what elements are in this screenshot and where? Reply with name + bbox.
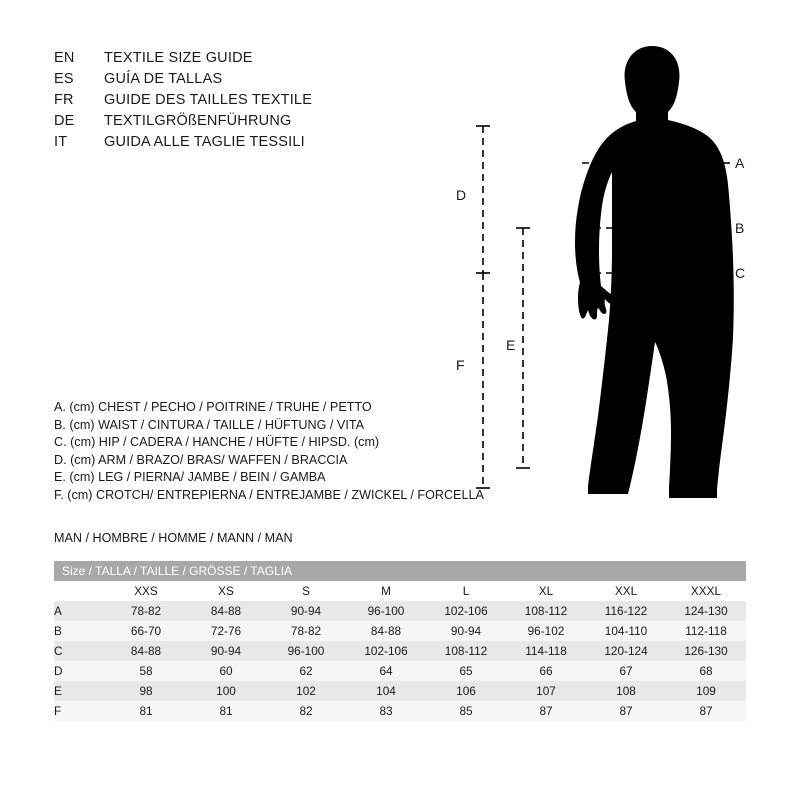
cell-e-s: 102 bbox=[266, 681, 346, 701]
title-text-en: TEXTILE SIZE GUIDE bbox=[104, 50, 253, 66]
cell-c-xxxl: 126-130 bbox=[666, 641, 746, 661]
cell-a-s: 90-94 bbox=[266, 601, 346, 621]
column-s: S bbox=[266, 581, 346, 601]
cell-e-xs: 100 bbox=[186, 681, 266, 701]
cell-e-xxs: 98 bbox=[106, 681, 186, 701]
column-xl: XL bbox=[506, 581, 586, 601]
size-table bbox=[54, 561, 746, 721]
cell-f-s: 82 bbox=[266, 701, 346, 721]
body-diagram bbox=[430, 20, 790, 540]
cell-f-xxxl: 87 bbox=[666, 701, 746, 721]
cell-f-xxl: 87 bbox=[586, 701, 666, 721]
table-row bbox=[54, 681, 746, 701]
cell-b-m: 84-88 bbox=[346, 621, 426, 641]
title-row-de bbox=[54, 113, 474, 134]
row-label-f: F bbox=[54, 701, 106, 721]
title-text-fr: GUIDE DES TAILLES TEXTILE bbox=[104, 92, 313, 108]
cell-f-xs: 81 bbox=[186, 701, 266, 721]
gender-label: MAN / HOMBRE / HOMME / MANN / MAN bbox=[54, 531, 293, 545]
table-header-row bbox=[54, 561, 746, 581]
title-text-it: GUIDA ALLE TAGLIE TESSILI bbox=[104, 134, 305, 150]
title-row-en bbox=[54, 50, 474, 71]
table-row bbox=[54, 641, 746, 661]
title-lang-en: EN bbox=[54, 50, 75, 66]
title-text-de: TEXTILGRÖßENFÜHRUNG bbox=[104, 113, 292, 129]
label-f: F bbox=[456, 357, 465, 373]
guide-line-d bbox=[476, 126, 490, 273]
cell-b-xs: 72-76 bbox=[186, 621, 266, 641]
cell-a-m: 96-100 bbox=[346, 601, 426, 621]
cell-a-xl: 108-112 bbox=[506, 601, 586, 621]
title-lang-es: ES bbox=[54, 71, 74, 87]
cell-c-m: 102-106 bbox=[346, 641, 426, 661]
cell-d-xs: 60 bbox=[186, 661, 266, 681]
cell-b-xl: 96-102 bbox=[506, 621, 586, 641]
row-label-d: D bbox=[54, 661, 106, 681]
label-c: C bbox=[735, 265, 746, 281]
cell-d-l: 65 bbox=[426, 661, 506, 681]
table-column-row bbox=[54, 581, 746, 601]
title-block bbox=[54, 50, 474, 155]
title-text-es: GUÍA DE TALLAS bbox=[104, 71, 223, 87]
table-row bbox=[54, 621, 746, 641]
column-xs: XS bbox=[186, 581, 266, 601]
title-row-fr bbox=[54, 92, 474, 113]
legend-item-d: D. (cm) ARM / BRAZO/ BRAS/ WAFFEN / BRACCIA bbox=[54, 452, 348, 467]
legend-item-c: C. (cm) HIP / CADERA / HANCHE / HÜFTE / HIPSD. (cm) bbox=[54, 435, 380, 449]
cell-d-xl: 66 bbox=[506, 661, 586, 681]
cell-b-l: 90-94 bbox=[426, 621, 506, 641]
size-table-wrapper bbox=[54, 561, 746, 721]
cell-c-xxs: 84-88 bbox=[106, 641, 186, 661]
column-xxl: XXL bbox=[586, 581, 666, 601]
table-header-title: Size / TALLA / TAILLE / GRÖSSE / TAGLIA bbox=[54, 561, 746, 581]
cell-b-s: 78-82 bbox=[266, 621, 346, 641]
cell-d-xxxl: 68 bbox=[666, 661, 746, 681]
cell-b-xxxl: 112-118 bbox=[666, 621, 746, 641]
row-label-c: C bbox=[54, 641, 106, 661]
man-silhouette bbox=[575, 46, 734, 498]
table-row bbox=[54, 661, 746, 681]
title-row-es bbox=[54, 71, 474, 92]
cell-c-l: 108-112 bbox=[426, 641, 506, 661]
guide-line-e bbox=[516, 228, 530, 468]
guide-line-f bbox=[476, 273, 490, 488]
cell-e-xxxl: 109 bbox=[666, 681, 746, 701]
title-lang-it: IT bbox=[54, 134, 68, 150]
label-b: B bbox=[735, 220, 745, 236]
cell-f-xl: 87 bbox=[506, 701, 586, 721]
table-row bbox=[54, 601, 746, 621]
cell-f-l: 85 bbox=[426, 701, 506, 721]
column-m: M bbox=[346, 581, 426, 601]
title-row-it bbox=[54, 134, 474, 155]
label-d: D bbox=[456, 187, 467, 203]
cell-d-xxs: 58 bbox=[106, 661, 186, 681]
column-xxxl: XXXL bbox=[666, 581, 746, 601]
row-label-e: E bbox=[54, 681, 106, 701]
cell-e-xl: 107 bbox=[506, 681, 586, 701]
column-l: L bbox=[426, 581, 506, 601]
cell-e-xxl: 108 bbox=[586, 681, 666, 701]
legend-item-e: E. (cm) LEG / PIERNA/ JAMBE / BEIN / GAMBA bbox=[54, 470, 326, 484]
cell-c-s: 96-100 bbox=[266, 641, 346, 661]
cell-e-m: 104 bbox=[346, 681, 426, 701]
cell-f-xxs: 81 bbox=[106, 701, 186, 721]
cell-b-xxs: 66-70 bbox=[106, 621, 186, 641]
title-lang-fr: FR bbox=[54, 92, 74, 108]
row-label-b: B bbox=[54, 621, 106, 641]
cell-e-l: 106 bbox=[426, 681, 506, 701]
cell-a-xxxl: 124-130 bbox=[666, 601, 746, 621]
cell-c-xs: 90-94 bbox=[186, 641, 266, 661]
cell-c-xl: 114-118 bbox=[506, 641, 586, 661]
table-row bbox=[54, 701, 746, 721]
cell-b-xxl: 104-110 bbox=[586, 621, 666, 641]
cell-a-xxl: 116-122 bbox=[586, 601, 666, 621]
cell-c-xxl: 120-124 bbox=[586, 641, 666, 661]
label-a: A bbox=[735, 155, 745, 171]
label-e: E bbox=[506, 337, 516, 353]
cell-a-xs: 84-88 bbox=[186, 601, 266, 621]
cell-f-m: 83 bbox=[346, 701, 426, 721]
legend-item-b: B. (cm) WAIST / CINTURA / TAILLE / HÜFTUNG / VITA bbox=[54, 417, 364, 432]
cell-a-l: 102-106 bbox=[426, 601, 506, 621]
title-lang-de: DE bbox=[54, 113, 75, 129]
column-xxs: XXS bbox=[106, 581, 186, 601]
cell-d-s: 62 bbox=[266, 661, 346, 681]
cell-a-xxs: 78-82 bbox=[106, 601, 186, 621]
legend-item-a: A. (cm) CHEST / PECHO / POITRINE / TRUHE / PETTO bbox=[54, 400, 372, 414]
legend-item-f: F. (cm) CROTCH/ ENTREPIERNA / ENTREJAMBE / ZWICKEL / FORCELLA bbox=[54, 487, 484, 502]
column-corner bbox=[54, 581, 106, 601]
cell-d-xxl: 67 bbox=[586, 661, 666, 681]
row-label-a: A bbox=[54, 601, 106, 621]
cell-d-m: 64 bbox=[346, 661, 426, 681]
